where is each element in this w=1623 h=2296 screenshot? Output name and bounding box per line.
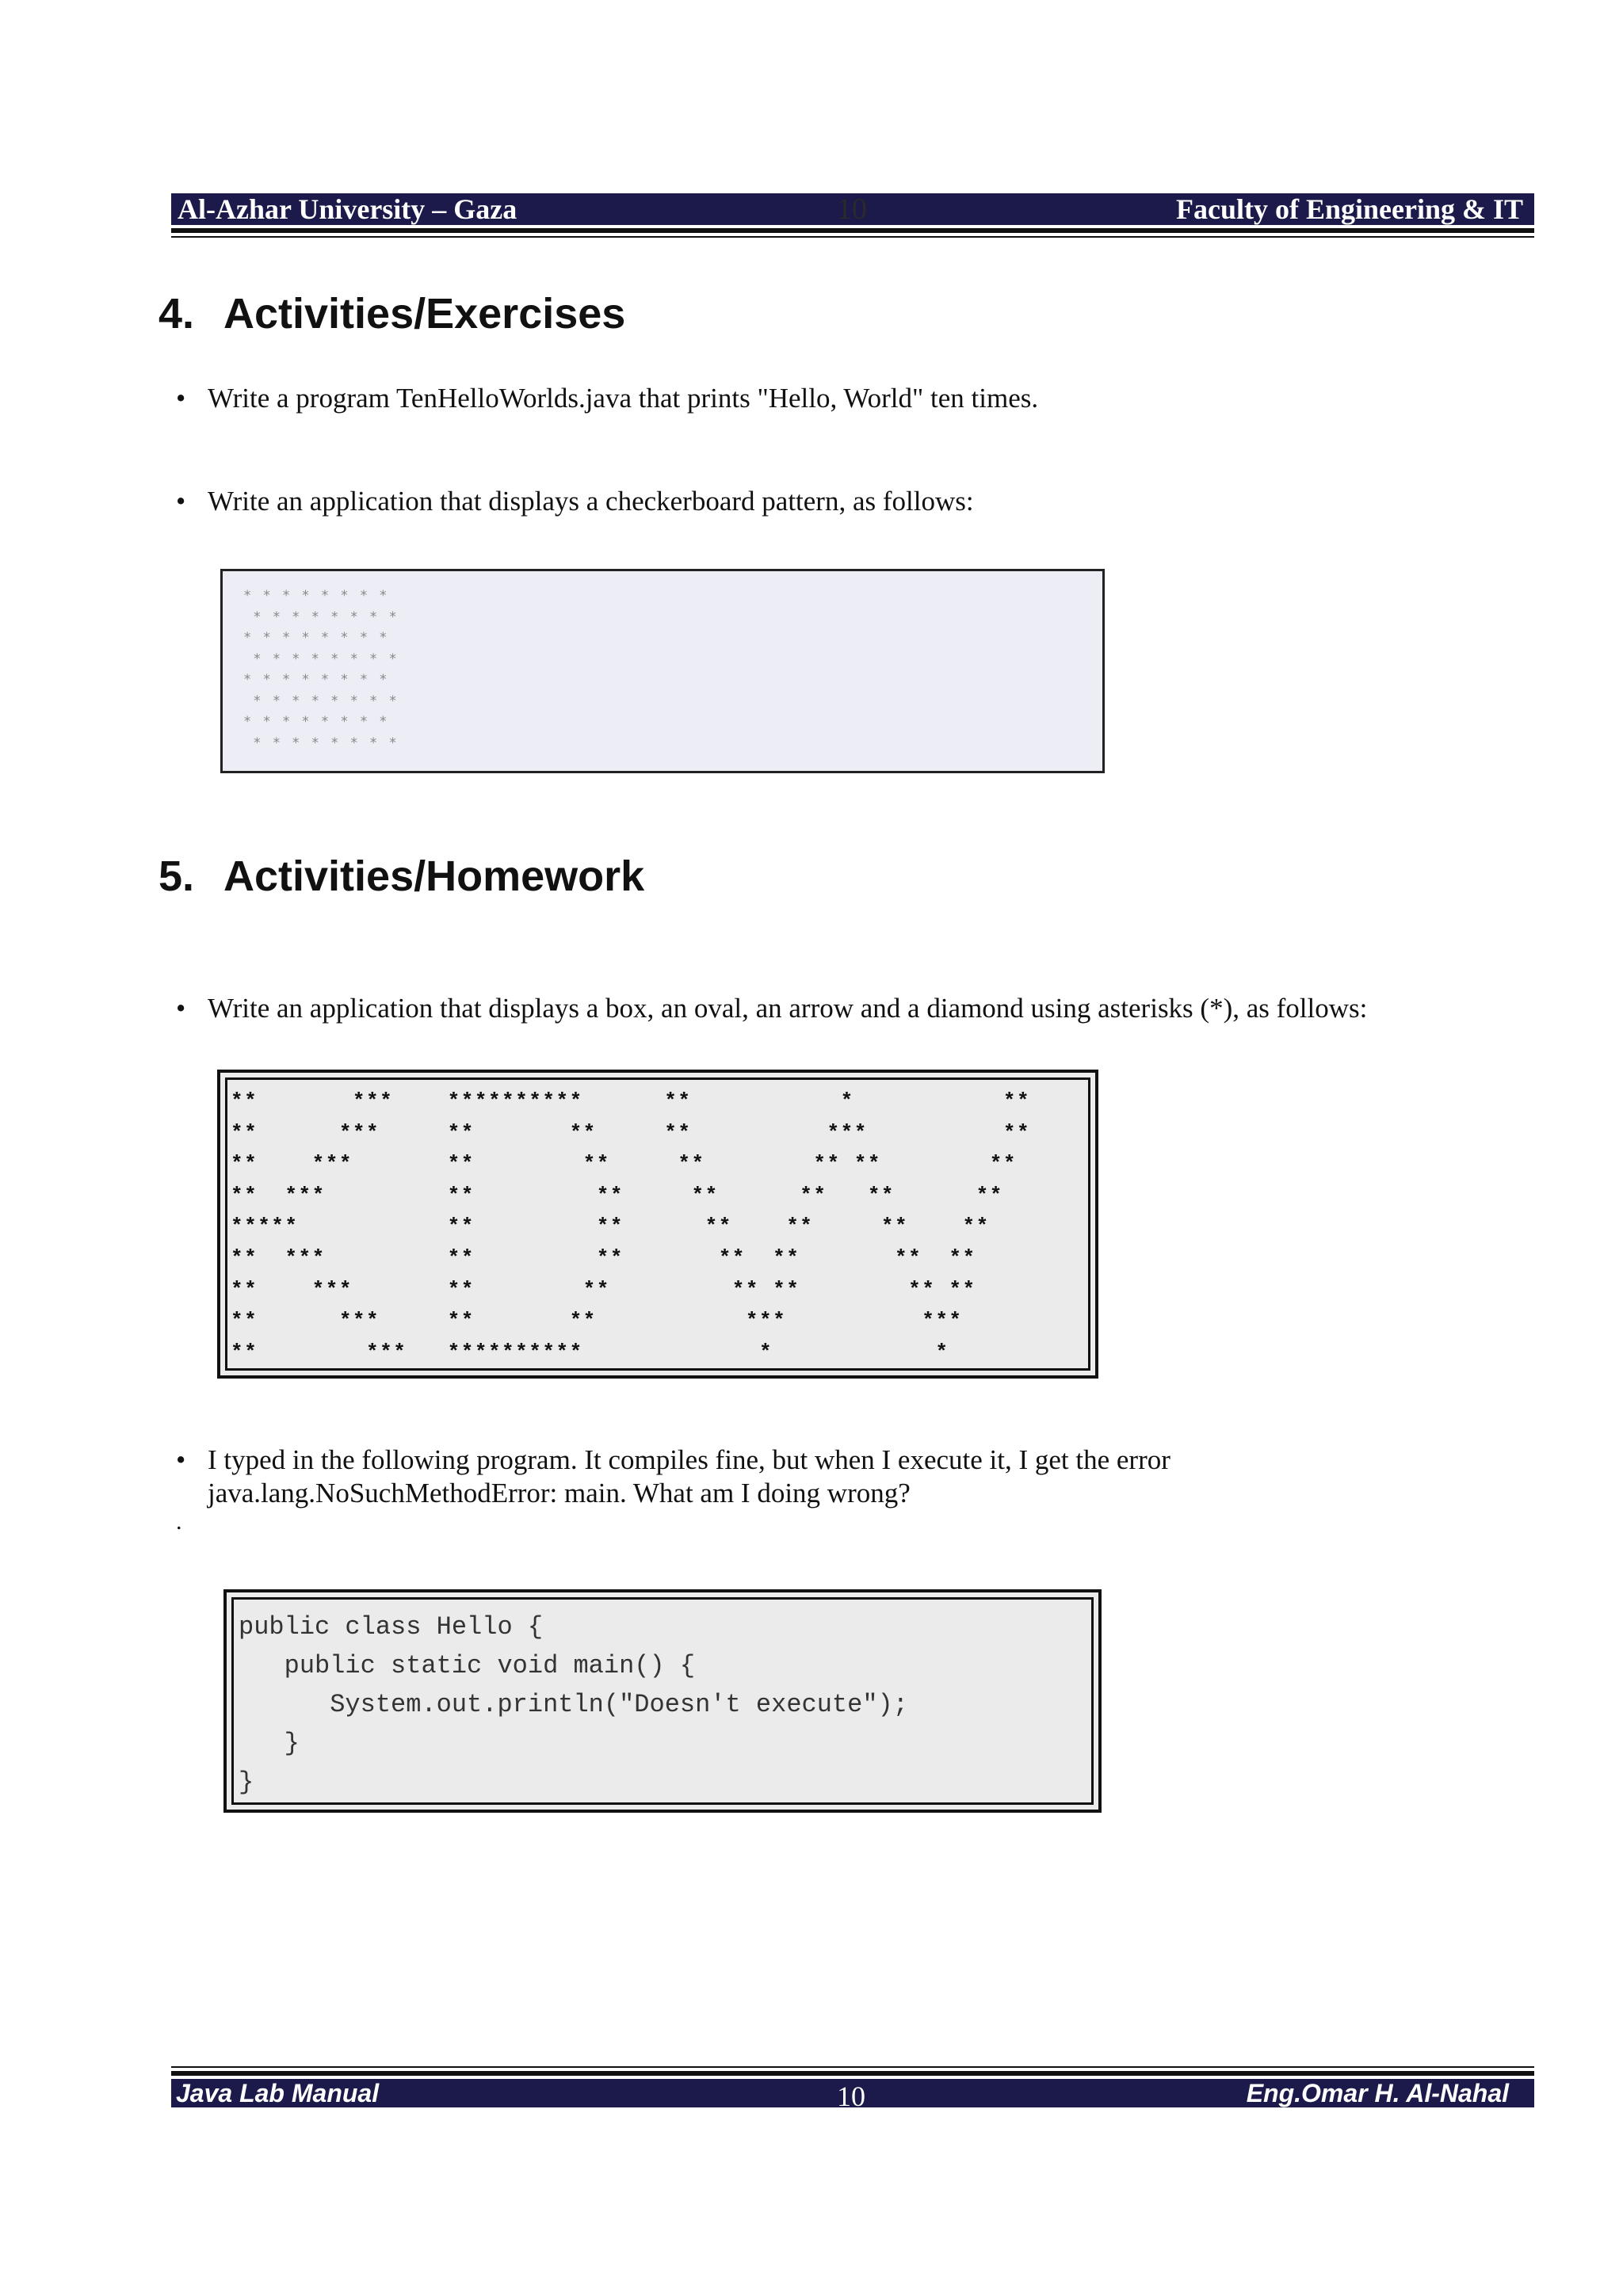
header-faculty: Faculty of Engineering & IT [1176, 193, 1523, 225]
checkerboard-pattern: * * * * * * * * * * * * * * * * * * * * * * * * * * * * * * * * * * * * * * * * * * * * * * * * * * * * * * * * * * * * * * * * [243, 588, 399, 751]
list-item-text: Write a program TenHelloWorlds.java that prints "Hello, World" ten times. [208, 383, 1039, 414]
section-5-heading [158, 851, 644, 902]
section-4-heading [158, 288, 625, 339]
header-rule-thick [171, 228, 1534, 233]
footer-page-number: 10 [837, 2081, 865, 2112]
code-inner-frame [231, 1597, 1094, 1805]
shapes-inner-frame [225, 1077, 1090, 1371]
shapes-pattern: ** *** ********** ** * ** ** *** ** ** ** *** ** ** *** ** ** ** ** ** ** ** *** ** ** ** ** ** ** ***** ** ** ** ** ** ** ** *** ** ** ** ** ** ** ** *** ** ** ** ** ** ** ** *** ** ** *** *** ** *** ********** * * [231, 1089, 1031, 1364]
footer-rule-thick [171, 2071, 1534, 2076]
list-item-text: Write an application that displays a box, an oval, an arrow and a diamond using asterisks (*), as follows: [208, 993, 1368, 1024]
bullet-dot: • [176, 486, 186, 517]
section-5-number: 5. [158, 852, 195, 900]
header-page-number: 10 [837, 193, 867, 226]
bullet-dot: • [176, 993, 186, 1024]
bullet-dot: • [176, 383, 186, 414]
code-listing: public class Hello { public static void main() { System.out.println("Doesn't execute"); } } [239, 1612, 908, 1797]
list-item-text: I typed in the following program. It compiles fine, but when I execute it, I get the error [208, 1444, 1170, 1475]
code-listing-box [223, 1589, 1102, 1813]
header-rule-thin [171, 236, 1534, 238]
footer-manual-title: Java Lab Manual [176, 2079, 380, 2107]
bullet-dot: • [176, 1444, 186, 1475]
list-item-text: Write an application that displays a checkerboard pattern, as follows: [208, 486, 974, 517]
section-4-number: 4. [158, 290, 195, 338]
section-4-title: Activities/Exercises [223, 290, 626, 338]
footer-author: Eng.Omar H. Al-Nahal [1246, 2079, 1509, 2107]
shapes-output-box [217, 1070, 1098, 1379]
header-university: Al-Azhar University – Gaza [178, 193, 517, 225]
footer-rule-thin [171, 2066, 1534, 2068]
stray-period: . [176, 1508, 182, 1535]
page-footer [171, 2079, 1534, 2112]
section-5-title: Activities/Homework [223, 852, 645, 900]
page-header [171, 193, 1534, 225]
list-item-text: java.lang.NoSuchMethodError: main. What am I doing wrong? [208, 1478, 911, 1508]
checkerboard-output-box [220, 569, 1105, 773]
